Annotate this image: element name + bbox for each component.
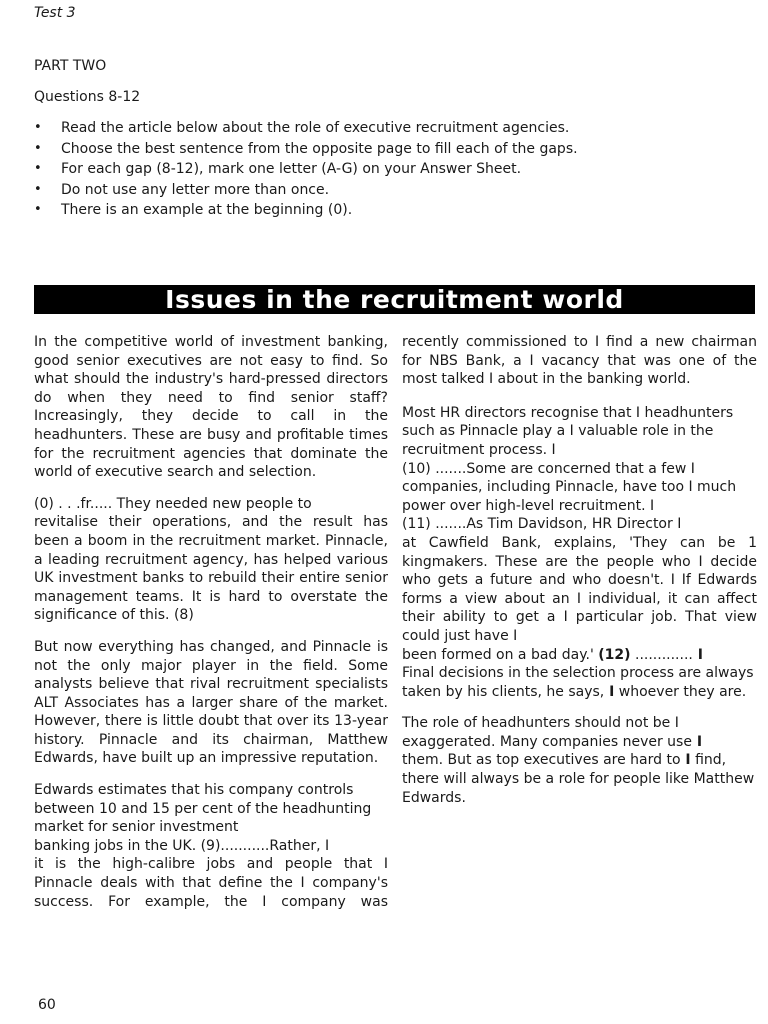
article-paragraph: (0) . . .fr..... They needed new people to revitalise their operations, and the result has been a boom in the recruitment market. Pinnacle, a leading recruitment agency, has helped various UK investment banks to rebuild their entire senior management teams. It is hard to overstate the significance of this. (8): [34, 495, 388, 624]
article-paragraph: Edwards estimates that his company controls between 10 and 15 per cent of the headhunting market for senior investment banking jobs in the UK. (9)...........Rather, I it is the high-calibre jobs and people that I Pinnacle deals with that define the I company's success. For example, the I company was: [34, 782, 388, 910]
article-title: Issues in the recruitment world: [165, 285, 624, 314]
article-paragraph: Most HR directors recognise that I headhunters such as Pinnacle play a I valuable role in the recruitment process. I (10) .......Some are concerned that a few I companies, including Pinnacle, have too I much power over high-level recruitment. I (11) .......As Tim Davidson, HR Director I at Cawfield Bank, explains, 'They can be 1 kingmakers. These are the people who I decide who gets a future and who doesn't. I If Edwards forms a view about an I individual, it can affect their ability to get a I particular job. That view could just have I been formed on a bad day.' (12) ............. I Final decisions in the selection process are always taken by his clients, he says, I whoever they are.: [402, 404, 757, 700]
article-right-column: [402, 333, 757, 820]
article-paragraph: In the competitive world of investment banking, good senior executives are not easy to find. So what should the industry's hard-pressed directors do when they need to find senior staff? Increasingly, they decide to call in the headhunters. These are busy and profitable times for the recruitment agencies that dominate the world of executive search and selection.: [34, 334, 388, 481]
instruction-item: • Read the article below about the role of executive recruitment agencies.: [34, 118, 578, 139]
instruction-item: • Choose the best sentence from the opposite page to fill each of the gaps.: [34, 139, 578, 160]
page-number: 60: [38, 997, 56, 1013]
instruction-item: • Do not use any letter more than once.: [34, 180, 578, 201]
gap-9: banking jobs in the UK. (9)...........Rather, I: [34, 837, 330, 854]
questions-range: Questions 8-12: [34, 89, 141, 105]
gap-example: (0) . . .fr..... They needed new people to: [34, 495, 312, 512]
bullet-icon: •: [34, 161, 42, 176]
gap-10: (10) .......Some are concerned that a few I companies, including Pinnacle, have too I much power over high-level recruitment. I: [402, 460, 737, 514]
article-title-banner: [34, 285, 755, 314]
part-title: PART TWO: [34, 58, 107, 74]
article-paragraph: The role of headhunters should not be I exaggerated. Many companies never use I them. But as top executives are hard to I find, there will always be a role for people like Matthew Edwards.: [402, 715, 755, 806]
article-left-column: [34, 333, 388, 911]
article-paragraph: recently commissioned to I find a new chairman for NBS Bank, a I vacancy that was one of the most talked I about in the banking world.: [402, 334, 757, 388]
gap-12: been formed on a bad day.' (12) ............. I: [402, 646, 703, 663]
article-paragraph: But now everything has changed, and Pinnacle is not the only major player in the field. Some analysts believe that rival recruitment specialists ALT Associates has a larger share of the market. However, there is little doubt that over its 13-year history. Pinnacle and its chairman, Matthew Edwards, have built up an impressive reputation.: [34, 638, 388, 767]
gap-11: (11) .......As Tim Davidson, HR Director I: [402, 516, 682, 533]
running-head: Test 3: [34, 5, 76, 21]
bullet-icon: •: [34, 181, 42, 197]
bullet-icon: •: [34, 202, 42, 217]
instruction-item: • For each gap (8-12), mark one letter (A-G) on your Answer Sheet.: [34, 159, 578, 180]
bullet-icon: •: [34, 120, 42, 135]
instructions-list: [34, 118, 578, 221]
instruction-item: • There is an example at the beginning (0).: [34, 200, 578, 221]
bullet-icon: •: [34, 140, 42, 156]
